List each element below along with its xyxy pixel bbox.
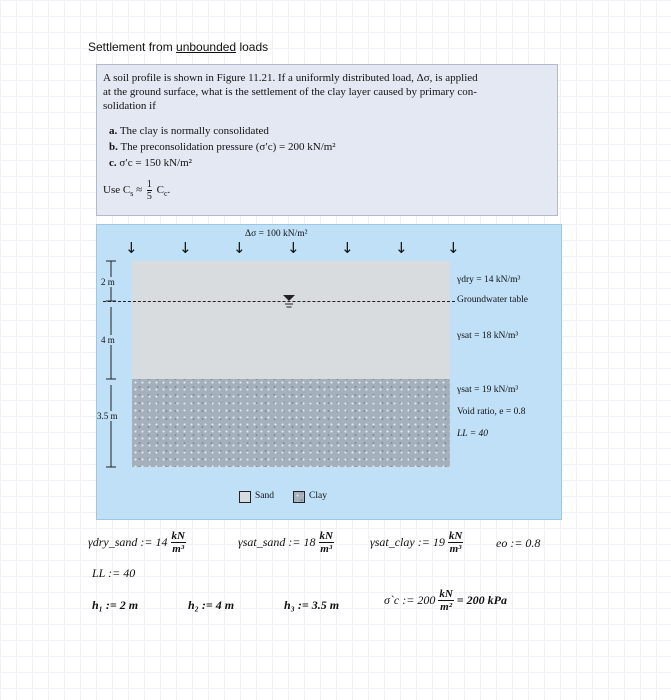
load-arrow-icon: ↓: [125, 239, 138, 257]
legend-clay-swatch: [293, 491, 305, 503]
soil-profile-figure: [96, 224, 562, 520]
legend-sand-swatch: [239, 491, 251, 503]
water-table-icon: [283, 295, 295, 311]
dimension-lines: [97, 255, 127, 469]
use-sub: s: [130, 189, 134, 199]
use-approx: ≈: [136, 184, 143, 197]
problem-item-a: [109, 124, 269, 138]
eq-sigma-c-rhs: = 200 kPa: [456, 593, 507, 607]
legend-sand-label: Sand: [255, 491, 274, 501]
eq-sigma-c[interactable]: [384, 588, 507, 613]
load-arrow-icon: ↓: [447, 239, 460, 257]
unit-fraction: [171, 530, 186, 555]
page-title: [88, 40, 268, 54]
eq-liquid-limit[interactable]: LL := 40: [92, 566, 136, 580]
eq-h3[interactable]: h₃ := 3.5 m: [284, 598, 340, 612]
dim-2m: 2 m: [101, 277, 115, 287]
eq-dry-sand[interactable]: [88, 530, 186, 555]
load-arrow-icon: ↓: [179, 239, 192, 257]
unit-num: kN: [319, 530, 333, 542]
unit-den: m³: [320, 543, 333, 555]
problem-item-b: [109, 140, 336, 154]
item-c-text: σ′c = 150 kN/m²: [119, 157, 192, 169]
title-suffix: loads: [236, 40, 269, 54]
unit-den: m³: [172, 543, 185, 555]
clay-layer: [132, 379, 450, 467]
load-arrow-icon: ↓: [233, 239, 246, 257]
groundwater-line: [103, 301, 455, 302]
problem-line-2: at the ground surface, what is the settlement of the clay layer caused by primary con-: [103, 86, 477, 98]
sand-layer: [132, 261, 450, 379]
eq-sat-clay[interactable]: [370, 530, 463, 555]
item-b-text: The preconsolidation pressure (σ′c) = 200 kN/m²: [120, 141, 336, 153]
item-a-key: a.: [109, 125, 118, 137]
item-a-text: The clay is normally consolidated: [119, 125, 269, 137]
title-link[interactable]: unbounded: [176, 40, 237, 54]
load-arrow-icon: ↓: [287, 239, 300, 257]
unit-den: m²: [440, 601, 452, 613]
use-fraction: [147, 179, 152, 202]
problem-statement-panel: [96, 64, 558, 216]
eq-sat-clay-lhs: γsat_clay := 19: [370, 535, 445, 549]
use-end: .: [167, 184, 171, 197]
load-label: Δσ = 100 kN/m²: [245, 229, 308, 239]
unit-fraction: [438, 588, 453, 613]
use-den: 5: [146, 191, 152, 202]
problem-item-c: [109, 156, 192, 170]
use-cc-sub: c: [163, 189, 168, 199]
legend-clay-label: Clay: [309, 491, 327, 501]
use-cc: C: [156, 184, 164, 197]
use-prefix: Use C: [103, 184, 131, 197]
problem-line-1: A soil profile is shown in Figure 11.21. If a uniformly distributed load, Δσ, is applied: [103, 72, 478, 84]
item-c-key: c.: [109, 157, 117, 169]
unit-fraction: [448, 530, 463, 555]
unit-num: kN: [171, 530, 185, 542]
label-gamma-dry: γdry = 14 kN/m³: [457, 275, 521, 285]
eq-h1[interactable]: h₁ := 2 m: [92, 598, 139, 612]
problem-line-3: solidation if: [103, 100, 156, 112]
eq-dry-sand-lhs: γdry_sand := 14: [88, 535, 168, 549]
load-arrow-icon: ↓: [395, 239, 408, 257]
item-b-key: b.: [109, 141, 118, 153]
label-void-ratio: Void ratio, e = 0.8: [457, 407, 526, 417]
title-prefix: Settlement from: [88, 40, 177, 54]
problem-text: [103, 71, 555, 113]
eq-sat-sand-lhs: γsat_sand := 18: [238, 535, 316, 549]
unit-num: kN: [448, 530, 463, 542]
use-hint: [103, 179, 170, 202]
unit-den: m³: [449, 543, 462, 555]
eq-void-ratio[interactable]: eo := 0.8: [496, 536, 541, 550]
label-gamma-sat-sand: γsat = 18 kN/m³: [457, 331, 519, 341]
eq-h2[interactable]: h₂ := 4 m: [188, 598, 235, 612]
label-groundwater-table: Groundwater table: [457, 295, 528, 305]
dim-4m: 4 m: [101, 335, 115, 345]
unit-fraction: [319, 530, 334, 555]
unit-num: kN: [439, 588, 453, 600]
use-num: 1: [146, 179, 152, 190]
eq-sat-sand[interactable]: [238, 530, 334, 555]
load-arrow-icon: ↓: [341, 239, 354, 257]
dim-3-5m: 3.5 m: [97, 411, 118, 421]
label-liquid-limit: LL = 40: [457, 429, 489, 439]
eq-sigma-c-lhs: σ`c := 200: [384, 593, 436, 607]
label-gamma-sat-clay: γsat = 19 kN/m³: [457, 385, 519, 395]
